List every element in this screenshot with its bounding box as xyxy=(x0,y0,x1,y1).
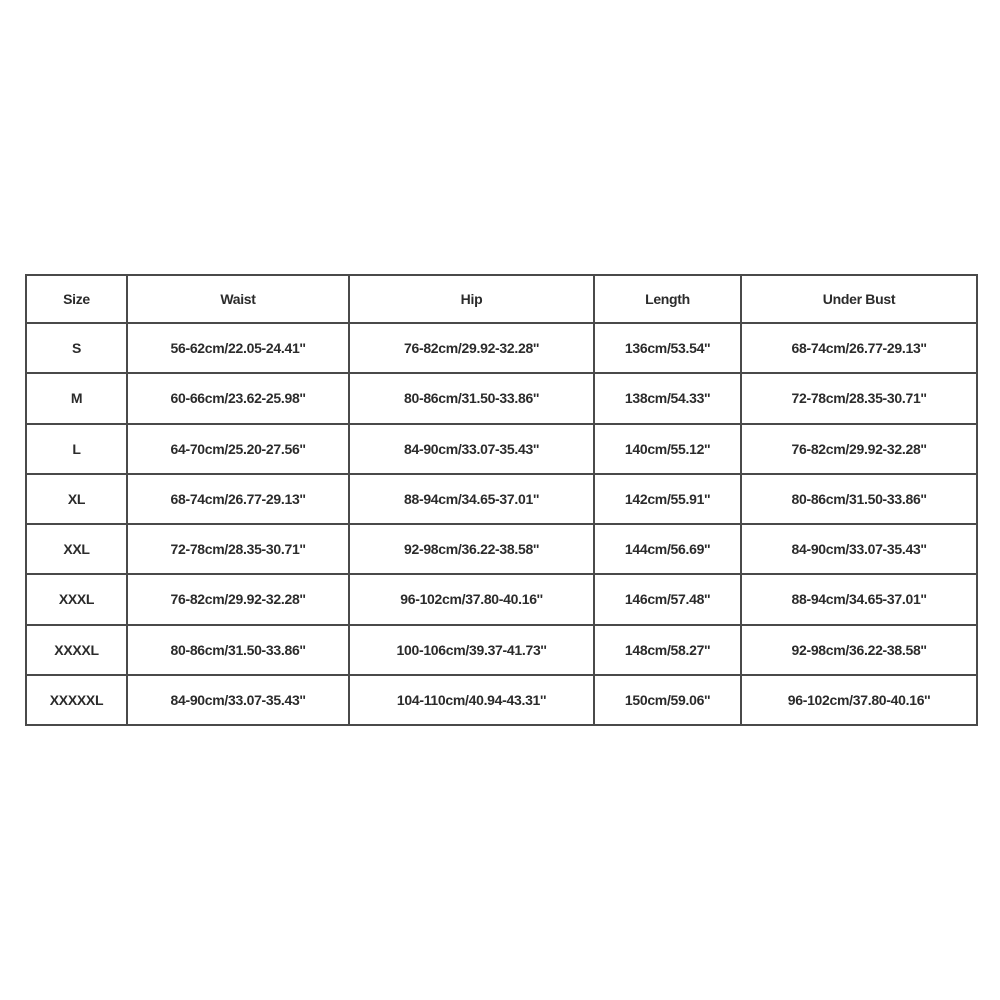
cell-length: 142cm/55.91'' xyxy=(594,474,741,524)
cell-under-bust: 88-94cm/34.65-37.01'' xyxy=(741,574,977,624)
cell-under-bust: 80-86cm/31.50-33.86'' xyxy=(741,474,977,524)
table-row xyxy=(26,524,977,574)
cell-length: 144cm/56.69'' xyxy=(594,524,741,574)
cell-waist: 64-70cm/25.20-27.56'' xyxy=(127,424,349,474)
cell-size: XXXL xyxy=(26,574,127,624)
cell-hip: 88-94cm/34.65-37.01'' xyxy=(349,474,594,524)
header-under-bust: Under Bust xyxy=(741,275,977,323)
table-row xyxy=(26,323,977,373)
cell-under-bust: 72-78cm/28.35-30.71'' xyxy=(741,373,977,423)
cell-hip: 76-82cm/29.92-32.28'' xyxy=(349,323,594,373)
cell-hip: 100-106cm/39.37-41.73'' xyxy=(349,625,594,675)
header-size: Size xyxy=(26,275,127,323)
table-row xyxy=(26,574,977,624)
cell-size: XXL xyxy=(26,524,127,574)
cell-size: XL xyxy=(26,474,127,524)
cell-waist: 72-78cm/28.35-30.71'' xyxy=(127,524,349,574)
cell-hip: 96-102cm/37.80-40.16'' xyxy=(349,574,594,624)
cell-hip: 92-98cm/36.22-38.58'' xyxy=(349,524,594,574)
table-row xyxy=(26,424,977,474)
cell-under-bust: 96-102cm/37.80-40.16'' xyxy=(741,675,977,725)
cell-waist: 84-90cm/33.07-35.43'' xyxy=(127,675,349,725)
header-waist: Waist xyxy=(127,275,349,323)
table-row xyxy=(26,474,977,524)
cell-waist: 56-62cm/22.05-24.41'' xyxy=(127,323,349,373)
cell-waist: 80-86cm/31.50-33.86'' xyxy=(127,625,349,675)
cell-length: 150cm/59.06'' xyxy=(594,675,741,725)
cell-under-bust: 92-98cm/36.22-38.58'' xyxy=(741,625,977,675)
cell-under-bust: 84-90cm/33.07-35.43'' xyxy=(741,524,977,574)
cell-length: 140cm/55.12'' xyxy=(594,424,741,474)
cell-size: S xyxy=(26,323,127,373)
cell-size: XXXXL xyxy=(26,625,127,675)
cell-waist: 60-66cm/23.62-25.98'' xyxy=(127,373,349,423)
table-row xyxy=(26,373,977,423)
cell-size: XXXXXL xyxy=(26,675,127,725)
cell-length: 148cm/58.27'' xyxy=(594,625,741,675)
cell-size: L xyxy=(26,424,127,474)
table-header-row xyxy=(26,275,977,323)
cell-under-bust: 76-82cm/29.92-32.28'' xyxy=(741,424,977,474)
cell-length: 138cm/54.33'' xyxy=(594,373,741,423)
cell-length: 146cm/57.48'' xyxy=(594,574,741,624)
table-row xyxy=(26,625,977,675)
header-hip: Hip xyxy=(349,275,594,323)
table-row xyxy=(26,675,977,725)
cell-length: 136cm/53.54'' xyxy=(594,323,741,373)
cell-hip: 80-86cm/31.50-33.86'' xyxy=(349,373,594,423)
header-length: Length xyxy=(594,275,741,323)
cell-hip: 84-90cm/33.07-35.43'' xyxy=(349,424,594,474)
cell-size: M xyxy=(26,373,127,423)
cell-hip: 104-110cm/40.94-43.31'' xyxy=(349,675,594,725)
cell-waist: 76-82cm/29.92-32.28'' xyxy=(127,574,349,624)
cell-under-bust: 68-74cm/26.77-29.13'' xyxy=(741,323,977,373)
cell-waist: 68-74cm/26.77-29.13'' xyxy=(127,474,349,524)
size-chart-table xyxy=(25,274,978,726)
